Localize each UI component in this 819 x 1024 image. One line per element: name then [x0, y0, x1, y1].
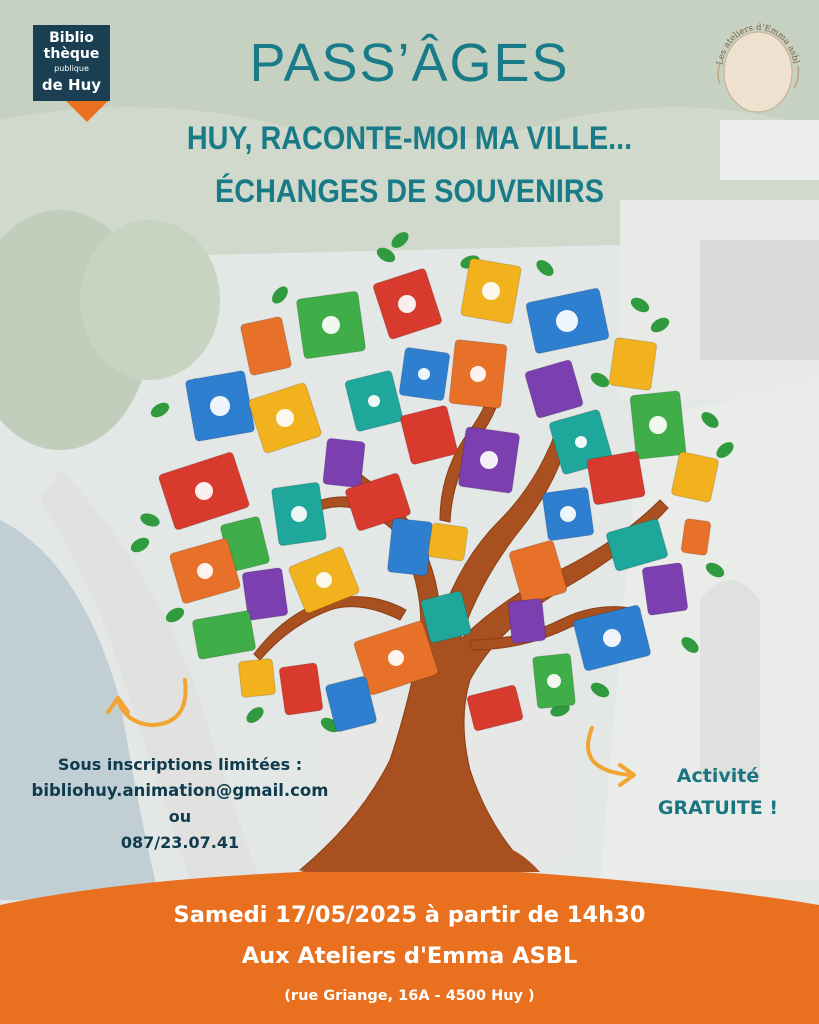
logo-line2: thèque: [43, 46, 100, 62]
logo-line3: publique: [54, 64, 89, 73]
activity-label: Activité: [676, 765, 760, 787]
registration-label: Sous inscriptions limitées :: [57, 755, 303, 774]
phone-number[interactable]: 087/23.07.41: [120, 833, 240, 852]
subtitle-line1: HUY, RACONTE-MOI MA VILLE...: [186, 120, 633, 156]
tree-roots: [300, 820, 540, 872]
or-label: ou: [168, 807, 192, 826]
logo-emma-text: Les ateliers d'Emma asbl: [715, 22, 801, 66]
email-link[interactable]: bibliohuy.animation@gmail.com: [31, 781, 329, 800]
page-title: PASS’ÂGES: [249, 33, 570, 93]
event-address: (rue Griange, 16A - 4500 Huy ): [284, 988, 535, 1004]
subtitle-line2: ÉCHANGES DE SOUVENIRS: [215, 173, 604, 209]
free-label: GRATUITE !: [657, 797, 779, 819]
logo-line1: Biblio: [49, 30, 94, 46]
event-datetime: Samedi 17/05/2025 à partir de 14h30: [173, 902, 646, 928]
logo-line4: de Huy: [41, 76, 102, 94]
event-venue: Aux Ateliers d'Emma ASBL: [241, 943, 578, 969]
